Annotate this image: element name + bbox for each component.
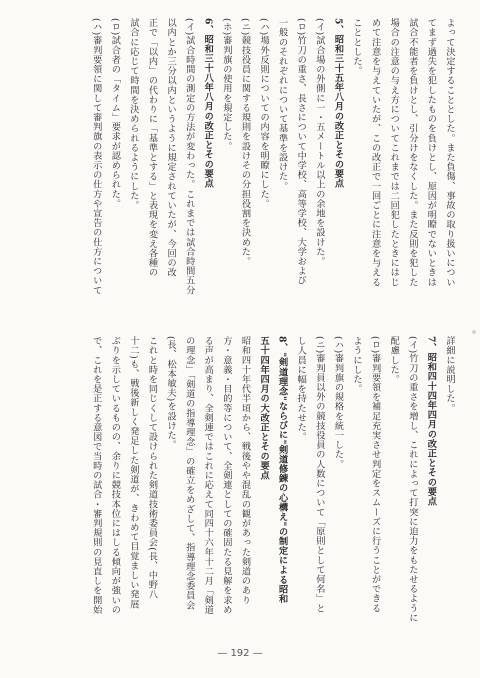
text-line: (イ)試合場の外側に一・五メートル以上の余地を設けた。 <box>313 18 325 266</box>
text-line: (長、松本敏夫)を設けた。 <box>165 336 177 450</box>
text-line: 方・意義・目的等について、全剣連としての確固たる見解を求め <box>220 336 232 615</box>
text-line: こととした。 <box>351 18 363 76</box>
text-line: る声が高まり、全剣連ではこれに応えて同四十六年十二月「剣道 <box>202 336 214 615</box>
text-line: 場合の注意の与え方についてこれまでは二回犯したときにはじ <box>388 18 400 287</box>
text-line: 試合に応じて時間を決められるようにした。 <box>127 18 139 210</box>
text-line: で、これを是正する意図で当時の試合・審判規則の見直しを開始 <box>90 336 102 615</box>
text-line: 配慮した。 <box>388 336 400 384</box>
text-line: (イ)竹刀の重さを増し、これによって打突に迫力をもたせるように <box>406 336 418 622</box>
lower-text-block <box>22 336 458 622</box>
text-line: 十二)も、戦後新しく発足した剣道が、きわめて目覚ましい発展 <box>127 336 139 609</box>
text-line: 試合不能者を負けとし、引分けをなくした。また反則を犯した <box>406 18 418 287</box>
section-heading: 7、昭和四十四年四月の改正とその要点 <box>425 336 437 506</box>
section-heading: 8、"剣道理念"ならびに"剣道修錬の心構え"の制定による昭和 <box>276 336 288 604</box>
text-line: 一般のそれぞれについて基準を設けた。 <box>276 18 288 191</box>
text-line: (ハ)審判要領に関して審判旗の表示の仕方や宣告の仕方について <box>90 18 102 295</box>
text-line: 昭和四十年代半頃から、戦後やや混乱の観があった剣道のあり <box>239 336 251 605</box>
page-number: — 192 — <box>217 648 263 659</box>
section-heading: 5、昭和三十五年八月の改正とその要点 <box>332 18 344 188</box>
text-line: し人員に幅を持たせた。 <box>295 336 307 442</box>
section-heading: 6、昭和三十八年八月の改正とその要点 <box>202 18 214 188</box>
text-line: (ニ)競技役員に関する規則を設けその分担役割を決めた。 <box>239 18 251 266</box>
text-line: (ハ)場外反則についての内容を明瞭にした。 <box>258 18 270 209</box>
text-line: (ニ)審判員以外の競技役員の人数について「原則として何名」と <box>313 336 325 613</box>
section-heading: 五十四年四月の大改正とその要点 <box>258 336 270 480</box>
upper-text-block <box>22 18 458 318</box>
text-line: 正で「以内」の代わりに「基準とする」と表現を変え各種の <box>146 18 158 278</box>
text-line: 詳細に説明した。 <box>444 336 455 413</box>
text-line: (ホ)審判旗の使用を規定した。 <box>220 18 232 151</box>
text-line: ぶりを示しているものの、余りに競技本位にはしる傾向が強いの <box>109 336 121 615</box>
text-line: (ハ)審判旗の規格を統一した。 <box>332 336 344 469</box>
text-line: (イ)試合時間の測定の方法が変わった。これまでは試合時間五分 <box>183 18 195 295</box>
text-line: これと時を同じくして設けられた剣道技術委員会(長、中野八 <box>146 336 158 600</box>
text-line: ようにした。 <box>351 336 363 394</box>
text-line: めて注意を与えていたが、この改正で一回ごとに注意を与える <box>369 18 381 287</box>
text-line: の理念」「剣道の指導理念」の確立をめざして、指導理念委員会 <box>183 336 195 610</box>
margin-dot <box>472 330 476 334</box>
text-line: (ロ)審判要領を補足充実させ判定をスムーズに行うことができる <box>369 336 381 613</box>
text-line: よって決定することとした。また負傷、事故の取り扱いについ <box>444 18 455 287</box>
text-line: (ロ)竹刀の重さ、長さについて中学校、高等学校、大学および <box>295 18 307 286</box>
text-line: 以内とか三分以内というように規定されていたが、今回の改 <box>165 18 177 278</box>
text-line: (ロ)試合者の「タイム」要求が認められた。 <box>109 18 121 209</box>
text-line: てまず過失を犯したものを負けとし、原因が明瞭でないときは <box>425 18 437 287</box>
